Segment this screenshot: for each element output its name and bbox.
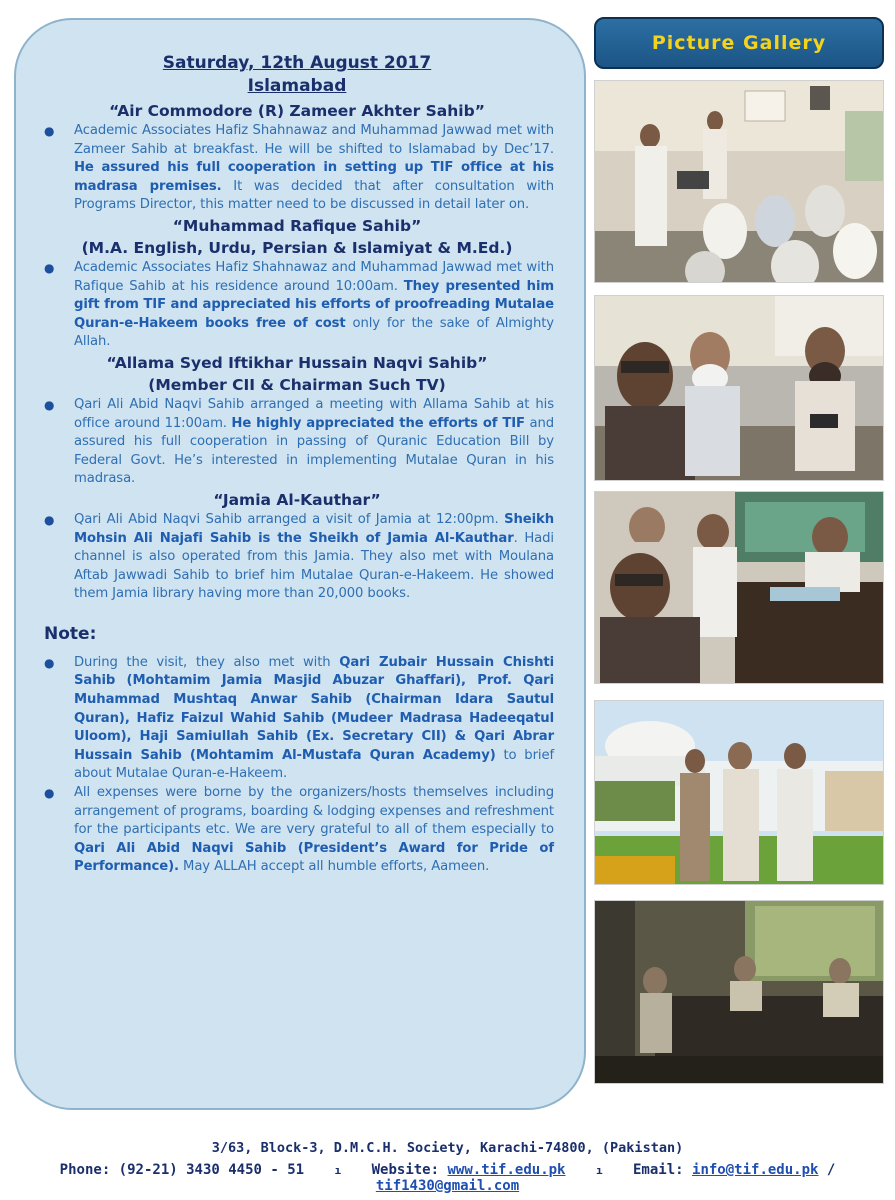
bold-text-run: Sheikh Mohsin Ali Najafi Sahib is the Sheikh of Jamia Al-Kauthar bbox=[74, 511, 554, 546]
section-title-zameer: “Air Commodore (R) Zameer Akhter Sahib” bbox=[109, 102, 485, 120]
list-item bbox=[40, 784, 554, 877]
list-item bbox=[40, 122, 554, 215]
section-paragraph bbox=[74, 259, 554, 352]
email-separator: / bbox=[826, 1162, 836, 1178]
section-paragraph bbox=[74, 122, 554, 215]
bold-text-run: They presented him gift from TIF and appreciated his efforts of proofreading Mutalae Quran-e-Hakeem books free of cost bbox=[74, 278, 555, 331]
note-heading: Note: bbox=[44, 623, 97, 644]
date-heading: Saturday, 12th August 2017 bbox=[162, 53, 432, 73]
footer-email-label: Email: bbox=[633, 1162, 684, 1178]
gallery-photo-selfie bbox=[594, 295, 884, 481]
email-link-info[interactable]: info@tif.edu.pk bbox=[692, 1162, 819, 1178]
text-run: only for the sake of Almighty Allah. bbox=[74, 315, 554, 350]
footer-website-label: Website: bbox=[371, 1162, 440, 1178]
picture-gallery-button[interactable]: Picture Gallery bbox=[594, 17, 884, 69]
text-run: Academic Associates Hafiz Shahnawaz and Muhammad Jawwad met with Rafique Sahib at his residence around 10:00am. bbox=[74, 259, 554, 294]
text-run: and assured his full cooperation in passing of Quranic Education Bill by Federal Govt. He’s interested in implementing Mutalae Quran in his madrasa. bbox=[74, 415, 554, 487]
text-run: During the visit, they also met with bbox=[74, 654, 340, 670]
text-run: May ALLAH accept all humble efforts, Aameen. bbox=[178, 859, 490, 875]
section-paragraph bbox=[74, 511, 554, 604]
gallery-photo-lecture bbox=[594, 80, 884, 283]
bold-text-run: He highly appreciated the efforts of TIF bbox=[231, 415, 525, 431]
list-item bbox=[40, 511, 554, 604]
section-title-naqvi: “Allama Syed Iftikhar Hussain Naqvi Sahib” bbox=[106, 353, 488, 372]
bold-text-run: Qari Zubair Hussain Chishti Sahib (Mohtamim Jamia Masjid Abuzar Ghaffari), Prof. Qari Muhammad Mushtaq Anwar Sahib (Chairman Idara Sautul Quran), Hafiz Faizul Wahid Sahib (Mudeer Madrasa Hadeeqatul Uloom), Haji Samiullah Sahib (Ex. Secretary CII) & Qari Abrar Hussain Sahib (Mohtamim Al-Mustafa Quran Academy) bbox=[74, 654, 555, 763]
list-item bbox=[40, 654, 554, 784]
photo-lecture-image bbox=[595, 81, 884, 283]
bold-text-run: He assured his full cooperation in setting up TIF office at his madrasa premises. bbox=[74, 160, 554, 194]
report-content bbox=[40, 52, 554, 877]
section-paragraph bbox=[74, 396, 554, 489]
section-subtitle-naqvi: (Member CII & Chairman Such TV) bbox=[148, 375, 446, 394]
section-title-kauthar: “Jamia Al-Kauthar” bbox=[213, 490, 381, 509]
footer-contact bbox=[0, 1162, 895, 1194]
note-paragraph bbox=[74, 784, 554, 877]
photo-selfie-image bbox=[595, 296, 884, 481]
text-run: to brief about Mutalae Quran-e-Hakeem. bbox=[74, 747, 555, 782]
text-run: It was decided that after consultation with Programs Director, this matter need to be discussed in detail later on. bbox=[74, 178, 554, 213]
bold-text-run: Qari Ali Abid Naqvi Sahib (President’s Award for Pride of Performance). bbox=[74, 840, 554, 875]
text-run: All expenses were borne by the organizers/hosts themselves including arrangement of programs, boarding & lodging expenses and refreshment for the participants etc. We are very grateful to all of them especially to bbox=[74, 785, 554, 838]
photo-meeting-image bbox=[595, 901, 884, 1084]
website-link[interactable]: www.tif.edu.pk bbox=[447, 1162, 566, 1178]
footer-address: 3/63, Block-3, D.M.C.H. Society, Karachi-74800, (Pakistan) bbox=[211, 1140, 684, 1156]
email-link-gmail[interactable]: tif1430@gmail.com bbox=[375, 1178, 520, 1194]
text-run: Academic Associates Hafiz Shahnawaz and Muhammad Jawwad met with Zameer Sahib at breakfast. He will be shifted to Islamabad by Dec’17. bbox=[74, 123, 554, 157]
bullet-icon: ● bbox=[44, 260, 55, 275]
section-title-rafique: “Muhammad Rafique Sahib” bbox=[172, 216, 422, 235]
bullet-icon: ● bbox=[44, 124, 55, 138]
bullet-icon: ● bbox=[44, 397, 55, 412]
city-heading: Islamabad bbox=[247, 76, 347, 96]
list-item bbox=[40, 396, 554, 489]
text-run: Qari Ali Abid Naqvi Sahib arranged a meeting with Allama Sahib at his office around 11:00am. bbox=[74, 396, 554, 431]
list-item bbox=[40, 259, 554, 352]
bullet-icon: ● bbox=[44, 655, 55, 670]
gallery-photo-meeting bbox=[594, 900, 884, 1084]
footer-phone: Phone: (92-21) 3430 4450 - 51 bbox=[59, 1162, 305, 1178]
footer-separator: ı bbox=[595, 1164, 603, 1177]
photo-masjid-image bbox=[595, 701, 884, 885]
text-run: . Hadi channel is also operated from this Jamia. They also met with Moulana Aftab Jawwadi Sahib to brief him Mutalae Quran-e-Hakeem. He showed them Jamia library having more than 20,000 books. bbox=[74, 530, 554, 602]
text-run: Qari Ali Abid Naqvi Sahib arranged a visit of Jamia at 12:00pm. bbox=[74, 511, 505, 527]
bullet-icon: ● bbox=[44, 786, 55, 801]
photo-office-image bbox=[595, 492, 884, 684]
gallery-photo-office bbox=[594, 491, 884, 684]
bullet-icon: ● bbox=[44, 512, 55, 527]
footer-separator: ı bbox=[334, 1164, 342, 1177]
note-paragraph bbox=[74, 654, 554, 784]
gallery-photo-masjid bbox=[594, 700, 884, 885]
section-subtitle-rafique: (M.A. English, Urdu, Persian & Islamiyat & M.Ed.) bbox=[81, 238, 513, 257]
